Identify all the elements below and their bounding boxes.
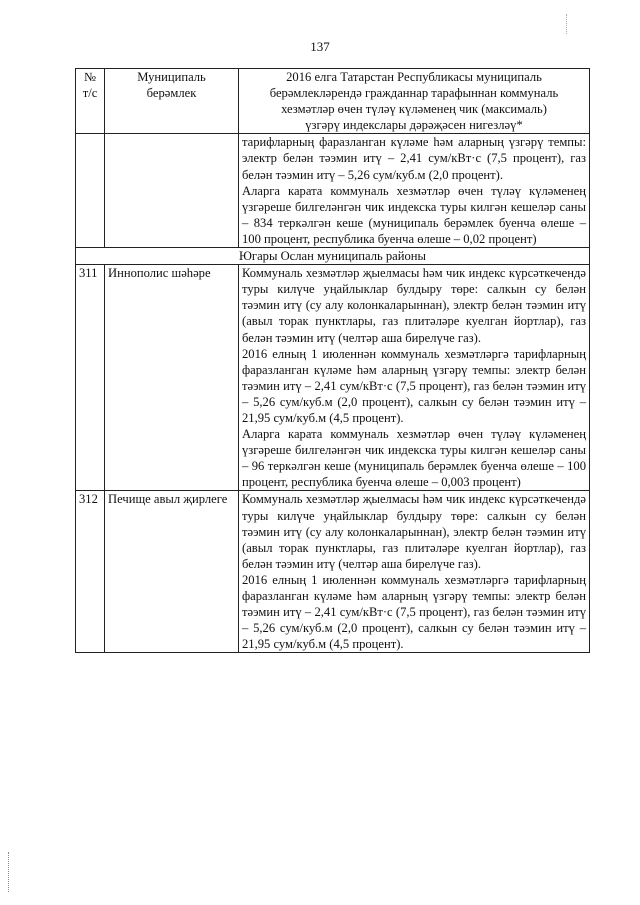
header-line: № [83, 70, 97, 84]
page-number: 137 [310, 39, 330, 54]
row-municipality: Печище авыл җирлеге [105, 491, 239, 653]
row-justification [239, 265, 590, 491]
row-number: 311 [76, 265, 105, 491]
row-justification [239, 491, 590, 653]
continuation-row [76, 134, 590, 248]
scan-mark [566, 14, 568, 34]
paragraph: Коммуналь хезмәтләр җыелмасы һәм чик индекс күрсәткечендә туры килүче уңайлыклар булдыру төре: салкын су белән тәэмин итү (су алу колонкаларыннан), электр белән тәэмин итү (авыл торак пунктлары, газ плитәләре куелган йортлар), газ белән тәэмин итү (челтәр аша бирелүче газ). [242, 492, 586, 571]
region-title: Югары Ослан муниципаль районы [76, 248, 590, 265]
header-line: 2016 елга Татарстан Республикасы муниципаль [286, 70, 542, 84]
header-line: үзгәрү индекслары дәрәҗәсен нигезләү* [305, 118, 523, 133]
header-line: берәмлекләрендә гражданнар тарафыннан коммуналь [269, 86, 559, 101]
row-municipality: Иннополис шәһәре [105, 265, 239, 491]
paragraph: тарифларның фаразланган күләме һәм аларның үзгәрү темпы: электр белән тәэмин итү – 2,41 сум/кВт·с (7,5 процент), газ белән тәэмин итү – 5,26 сум/куб.м (2,0 процент). [242, 135, 586, 182]
header-justification [239, 69, 590, 134]
header-line: берәмлек [146, 86, 197, 101]
header-municipality [105, 69, 239, 134]
table-header-row [76, 69, 590, 134]
paragraph: Аларга карата коммуналь хезмәтләр өчен түләү күләменең үзгәреше билгеләнгән чик индекска туры килгән кешеләр саны – 834 теркәлгән кеше (муниципаль берәмлек буенча өлеше – 100 процент, республика буенча өлеше – 0,02 процент) [242, 183, 586, 246]
region-row [76, 248, 590, 265]
tariff-table [75, 68, 590, 653]
paragraph: 2016 елның 1 июленнән коммуналь хезмәтләргә тарифларның фаразланган күләме һәм аларның үзгәрү темпы: электр белән тәэмин итү – 2,41 сум/кВт·с (7,5 процент), газ белән тәэмин итү – 5,26 сум/куб.м (2,0 процент), салкын су белән тәэмин итү – 21,95 сум/куб.м (4,5 процент). [242, 572, 586, 652]
paragraph: 2016 елның 1 июленнән коммуналь хезмәтләргә тарифларның фаразланган күләме һәм аларның үзгәрү темпы: электр белән тәэмин итү – 2,41 сум/кВт·с (7,5 процент), газ белән тәэмин итү – 5,26 сум/куб.м (2,0 процент), салкын су белән тәэмин итү – 21,95 сум/куб.м (4,5 процент). [242, 346, 586, 425]
cell-municipality [105, 134, 239, 248]
scan-mark [8, 852, 11, 892]
header-line: Муниципаль [137, 70, 206, 84]
table-row [76, 265, 590, 491]
header-line: т/с [82, 86, 98, 101]
paragraph: Коммуналь хезмәтләр җыелмасы һәм чик индекс күрсәткечендә туры килүче уңайлыклар булдыру төре: салкын су белән тәэмин итү (су алу колонкаларыннан), электр белән тәэмин итү (авыл торак пунктлары, газ плитәләре куелган йортлар), газ белән тәэмин итү (челтәр аша бирелүче газ). [242, 266, 586, 345]
row-number: 312 [76, 491, 105, 653]
table-row [76, 491, 590, 653]
header-line: хезмәтләр өчен түләү күләменең чик (максималь) [281, 102, 547, 117]
header-number [76, 69, 105, 134]
cell-justification [239, 134, 590, 248]
cell-number [76, 134, 105, 248]
paragraph: Аларга карата коммуналь хезмәтләр өчен түләү күләменең үзгәреше билгеләнгән чик индекска туры килгән кешеләр саны – 96 теркәлгән кеше (муниципаль берәмлек буенча өлеше – 100 процент, республика буенча өлеше – 0,003 процент) [242, 427, 586, 490]
